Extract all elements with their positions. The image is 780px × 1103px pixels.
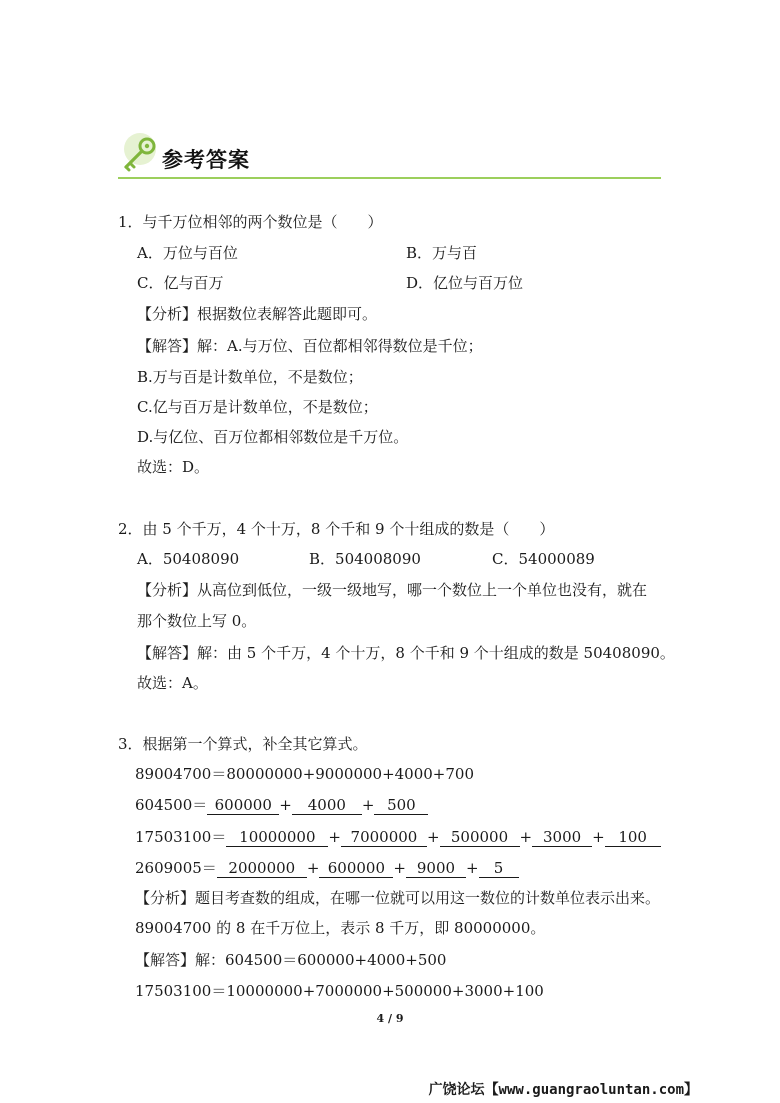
answer-blank: 500	[374, 796, 428, 815]
q2-analysis-line: 【分析】从高位到低位，一级一级地写，哪一个数位上一个单位也没有，就在	[137, 581, 648, 599]
equation-left: 17503100＝	[135, 828, 227, 846]
plus-sign: +	[592, 828, 605, 846]
plus-sign: +	[328, 828, 341, 846]
q1-answer-line: C.亿与百万是计数单位，不是数位；	[137, 398, 378, 416]
q3-analysis-line: 【分析】题目考查数的组成，在哪一位就可以用这一数位的计数单位表示出来。	[135, 889, 661, 907]
answer-blank: 9000	[406, 859, 466, 878]
q3-equation-3	[135, 858, 519, 878]
q1-question: 1．与千万位相邻的两个数位是（ ）	[118, 213, 383, 231]
answer-blank: 500000	[440, 828, 520, 847]
q3-example-equation: 89004700＝80000000+9000000+4000+700	[135, 765, 475, 783]
answer-blank: 3000	[532, 828, 592, 847]
plus-sign: +	[465, 859, 479, 877]
footer-url[interactable]: 【www.guangraoluntan.com】	[484, 1082, 698, 1098]
key-icon	[116, 133, 162, 179]
q1-analysis: 【分析】根据数位表解答此题即可。	[137, 305, 378, 323]
equation-left: 604500＝	[135, 796, 208, 814]
q2-conclusion: 故选：A。	[137, 674, 208, 692]
q1-option-b: B．万与百	[406, 244, 478, 262]
plus-sign: +	[393, 859, 406, 877]
answer-blank: 600000	[207, 796, 279, 815]
answer-blank: 10000000	[226, 828, 328, 847]
q3-equation-2	[135, 827, 661, 847]
q1-answer-line: B.万与百是计数单位，不是数位；	[137, 368, 363, 386]
q1-option-c: C．亿与百万	[137, 274, 224, 292]
plus-sign: +	[279, 796, 292, 814]
q1-conclusion: 故选：D。	[137, 458, 210, 476]
plus-sign: +	[519, 828, 533, 846]
answer-blank: 7000000	[341, 828, 427, 847]
plus-sign: +	[306, 859, 320, 877]
q2-option-b: B．504008090	[309, 550, 421, 568]
answer-blank: 4000	[292, 796, 362, 815]
footer-site: 广饶论坛	[428, 1082, 485, 1098]
q2-question: 2．由 5 个千万，4 个十万，8 个千和 9 个十组成的数是（ ）	[118, 520, 555, 538]
q1-answer-line: 【解答】解：A.与万位、百位都相邻得数位是千位；	[137, 337, 483, 355]
answer-blank: 100	[605, 828, 661, 847]
q1-option-a: A．万位与百位	[137, 244, 238, 262]
equation-left: 2609005＝	[135, 859, 217, 877]
q2-analysis-line: 那个数位上写 0。	[137, 612, 257, 630]
q3-answer-line: 17503100＝10000000+7000000+500000+3000+100	[135, 982, 544, 1000]
q3-analysis-line: 89004700 的 8 在千万位上，表示 8 千万，即 80000000。	[135, 919, 546, 937]
q2-answer-line: 【解答】解：由 5 个千万，4 个十万，8 个千和 9 个十组成的数是 50408090。	[137, 644, 675, 662]
plus-sign: +	[426, 828, 440, 846]
answer-blank: 5	[479, 859, 519, 878]
q2-option-c: C．54000089	[492, 550, 595, 568]
page-title: 参考答案	[162, 148, 250, 172]
plus-sign: +	[361, 796, 375, 814]
q1-answer-line: D.与亿位、百万位都相邻数位是千万位。	[137, 428, 409, 446]
answer-blank: 600000	[319, 859, 393, 878]
footer-watermark	[429, 1079, 698, 1099]
q1-option-d: D．亿位与百万位	[406, 274, 524, 292]
q2-option-a: A．50408090	[137, 550, 240, 568]
q3-question: 3．根据第一个算式，补全其它算式。	[118, 735, 368, 753]
answer-blank: 2000000	[217, 859, 307, 878]
header-divider	[118, 177, 661, 179]
q3-equation-1	[135, 795, 428, 815]
q3-answer-line: 【解答】解：604500＝600000+4000+500	[135, 951, 447, 969]
page-number: 4 / 9	[376, 1012, 404, 1025]
